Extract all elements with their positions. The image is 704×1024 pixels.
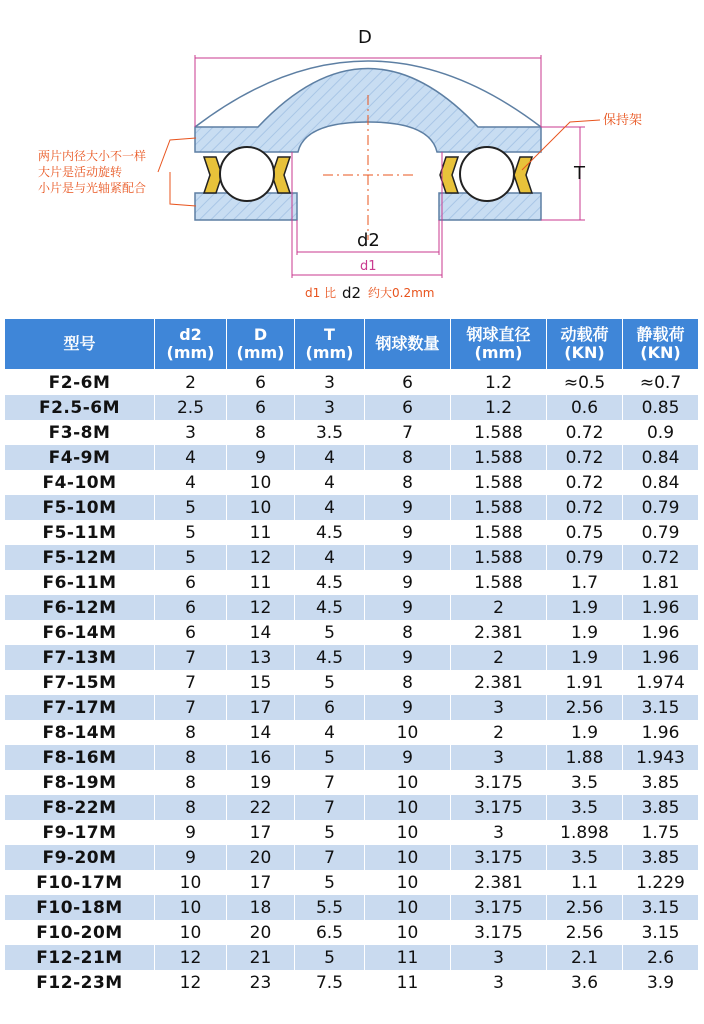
value-cell: 4.5 [295,645,365,670]
value-cell: 4 [295,720,365,745]
value-cell: 7 [295,845,365,870]
value-cell: 2.6 [623,945,699,970]
value-cell: 0.79 [623,520,699,545]
value-cell: 3.175 [451,920,547,945]
column-header [5,319,155,370]
value-cell: 8 [365,670,451,695]
value-cell: 11 [227,570,295,595]
column-header [227,319,295,370]
value-cell: 1.588 [451,495,547,520]
model-cell: F2.5-6M [5,395,155,420]
value-cell: 7.5 [295,970,365,995]
value-cell: 7 [295,770,365,795]
ball-right [460,147,514,201]
value-cell: 3.175 [451,770,547,795]
value-cell: 1.9 [547,720,623,745]
value-cell: 10 [365,845,451,870]
value-cell: 3.85 [623,845,699,870]
value-cell: 0.85 [623,395,699,420]
value-cell: 7 [365,420,451,445]
model-cell: F8-19M [5,770,155,795]
table-row [5,970,699,995]
value-cell: 9 [365,645,451,670]
value-cell: 1.91 [547,670,623,695]
value-cell: 10 [227,470,295,495]
value-cell: 11 [227,520,295,545]
value-cell: 13 [227,645,295,670]
table-row [5,895,699,920]
value-cell: 4 [295,445,365,470]
value-cell: 1.588 [451,520,547,545]
value-cell: 10 [365,820,451,845]
value-cell: 3.5 [547,795,623,820]
value-cell: 4 [155,445,227,470]
value-cell: 2 [155,370,227,396]
value-cell: 14 [227,720,295,745]
value-cell: 23 [227,970,295,995]
value-cell: 0.84 [623,470,699,495]
value-cell: 3 [295,370,365,396]
value-cell: 0.72 [547,420,623,445]
table-row [5,720,699,745]
value-cell: 1.588 [451,545,547,570]
value-cell: ≈0.7 [623,370,699,396]
value-cell: 4 [295,470,365,495]
table-row [5,920,699,945]
value-cell: 5 [295,745,365,770]
value-cell: 20 [227,845,295,870]
value-cell: 1.75 [623,820,699,845]
table-row [5,570,699,595]
model-cell: F8-14M [5,720,155,745]
value-cell: 12 [155,945,227,970]
value-cell: 1.2 [451,395,547,420]
model-cell: F12-21M [5,945,155,970]
value-cell: 20 [227,920,295,945]
value-cell: 3 [451,745,547,770]
value-cell: 10 [365,870,451,895]
value-cell: 10 [365,920,451,945]
value-cell: 2 [451,595,547,620]
column-header-line: 动载荷 [560,325,609,344]
value-cell: 8 [365,470,451,495]
value-cell: 0.72 [547,495,623,520]
value-cell: 3.15 [623,695,699,720]
value-cell: 7 [155,695,227,720]
value-cell: 1.88 [547,745,623,770]
value-cell: 15 [227,670,295,695]
value-cell: 1.898 [547,820,623,845]
washer-note-3: 小片是与光轴紧配合 [38,181,147,195]
value-cell: 1.229 [623,870,699,895]
table-row [5,595,699,620]
value-cell: 14 [227,620,295,645]
value-cell: 6.5 [295,920,365,945]
value-cell: 0.6 [547,395,623,420]
value-cell: 3 [451,695,547,720]
label-d2: d2 [357,230,380,251]
value-cell: 6 [155,620,227,645]
value-cell: 3.5 [295,420,365,445]
value-cell: 2.5 [155,395,227,420]
value-cell: 18 [227,895,295,920]
value-cell: 8 [365,620,451,645]
value-cell: 4 [295,545,365,570]
value-cell: 3.5 [547,845,623,870]
value-cell: 1.588 [451,420,547,445]
value-cell: 6 [295,695,365,720]
model-cell: F2-6M [5,370,155,396]
value-cell: 1.96 [623,720,699,745]
value-cell: 21 [227,945,295,970]
table-row [5,670,699,695]
value-cell: 8 [227,420,295,445]
model-cell: F10-17M [5,870,155,895]
model-cell: F12-23M [5,970,155,995]
value-cell: 10 [365,770,451,795]
value-cell: 3 [155,420,227,445]
column-header-line: 钢球数量 [375,334,440,353]
value-cell: 1.81 [623,570,699,595]
column-header [547,319,623,370]
value-cell: 2 [451,645,547,670]
table-row [5,945,699,970]
value-cell: 3.85 [623,795,699,820]
spec-table [4,318,699,995]
column-header-line: 钢球直径 [466,325,531,344]
value-cell: 4.5 [295,595,365,620]
value-cell: 4.5 [295,520,365,545]
value-cell: 10 [227,495,295,520]
value-cell: 1.588 [451,470,547,495]
column-header [623,319,699,370]
value-cell: 3 [451,820,547,845]
value-cell: 5 [295,620,365,645]
value-cell: 3.175 [451,795,547,820]
label-T: T [574,163,585,184]
column-header [451,319,547,370]
table-row [5,695,699,720]
value-cell: 3 [451,970,547,995]
value-cell: 0.79 [547,545,623,570]
value-cell: 7 [155,670,227,695]
model-cell: F6-12M [5,595,155,620]
cage-label: 保持架 [603,113,643,128]
value-cell: 9 [365,520,451,545]
value-cell: 8 [155,720,227,745]
d1-note-prefix: d1 比 [305,286,337,300]
value-cell: 6 [155,595,227,620]
value-cell: 10 [365,895,451,920]
table-body [5,370,699,996]
value-cell: 6 [365,395,451,420]
value-cell: 10 [365,795,451,820]
model-cell: F7-17M [5,695,155,720]
table-header [5,319,699,370]
value-cell: 1.7 [547,570,623,595]
column-header-line: (mm) [474,343,523,362]
washer-note-1: 两片内径大小不一样 [38,149,147,163]
value-cell: 5 [295,870,365,895]
value-cell: 8 [155,770,227,795]
table-row [5,770,699,795]
table-row [5,745,699,770]
d1-note-suffix: 约大0.2mm [368,286,435,300]
value-cell: 2 [451,720,547,745]
value-cell: 3 [295,395,365,420]
value-cell: 3.15 [623,920,699,945]
column-header [155,319,227,370]
model-cell: F5-12M [5,545,155,570]
value-cell: 2.381 [451,670,547,695]
value-cell: 5 [295,670,365,695]
value-cell: 22 [227,795,295,820]
value-cell: 9 [155,820,227,845]
table-row [5,395,699,420]
column-header-line: (KN) [564,343,605,362]
value-cell: 3.175 [451,845,547,870]
value-cell: 5.5 [295,895,365,920]
column-header-line: (mm) [236,343,285,362]
model-cell: F6-11M [5,570,155,595]
value-cell: 1.96 [623,595,699,620]
value-cell: 0.84 [623,445,699,470]
value-cell: 9 [365,745,451,770]
value-cell: 0.72 [547,470,623,495]
value-cell: 2.1 [547,945,623,970]
value-cell: ≈0.5 [547,370,623,396]
model-cell: F6-14M [5,620,155,645]
value-cell: 9 [365,545,451,570]
model-cell: F10-20M [5,920,155,945]
value-cell: 10 [155,870,227,895]
value-cell: 2.381 [451,620,547,645]
column-header-line: T [324,325,335,344]
table-row [5,495,699,520]
value-cell: 10 [155,920,227,945]
model-cell: F10-18M [5,895,155,920]
label-d1: d1 [360,259,377,274]
value-cell: 1.943 [623,745,699,770]
value-cell: 12 [155,970,227,995]
value-cell: 5 [295,945,365,970]
table-row [5,845,699,870]
value-cell: 4.5 [295,570,365,595]
value-cell: 9 [365,595,451,620]
value-cell: 1.974 [623,670,699,695]
washer-note-bracket [158,138,196,206]
value-cell: 8 [155,795,227,820]
value-cell: 17 [227,820,295,845]
model-cell: F3-8M [5,420,155,445]
value-cell: 3.15 [623,895,699,920]
table-row [5,445,699,470]
value-cell: 3.6 [547,970,623,995]
value-cell: 3.5 [547,770,623,795]
column-header-line: (mm) [305,343,354,362]
value-cell: 17 [227,695,295,720]
value-cell: 10 [365,720,451,745]
value-cell: 1.588 [451,445,547,470]
value-cell: 11 [365,945,451,970]
value-cell: 1.2 [451,370,547,396]
value-cell: 1.9 [547,620,623,645]
value-cell: 12 [227,545,295,570]
value-cell: 5 [155,545,227,570]
model-cell: F8-22M [5,795,155,820]
value-cell: 5 [155,495,227,520]
value-cell: 1.96 [623,620,699,645]
model-cell: F7-13M [5,645,155,670]
value-cell: 1.96 [623,645,699,670]
value-cell: 5 [155,520,227,545]
washer-note-2: 大片是活动旋转 [38,165,123,179]
value-cell: 2.56 [547,895,623,920]
value-cell: 19 [227,770,295,795]
table-row [5,520,699,545]
table-row [5,795,699,820]
column-header-line: D [253,325,268,344]
table-row [5,370,699,396]
value-cell: 10 [155,895,227,920]
value-cell: 11 [365,970,451,995]
model-cell: F8-16M [5,745,155,770]
value-cell: 1.588 [451,570,547,595]
value-cell: 3.9 [623,970,699,995]
table-row [5,645,699,670]
column-header-line: 静载荷 [636,325,685,344]
value-cell: 2.381 [451,870,547,895]
value-cell: 9 [365,695,451,720]
column-header-line: (mm) [166,343,215,362]
value-cell: 8 [155,745,227,770]
column-header [295,319,365,370]
value-cell: 3.85 [623,770,699,795]
value-cell: 7 [155,645,227,670]
value-cell: 1.9 [547,645,623,670]
column-header-line: 型号 [63,334,96,353]
value-cell: 9 [227,445,295,470]
model-cell: F4-9M [5,445,155,470]
model-cell: F9-20M [5,845,155,870]
table-row [5,545,699,570]
value-cell: 5 [295,820,365,845]
bearing-diagram [0,0,704,318]
label-D: D [358,27,372,48]
value-cell: 0.72 [623,545,699,570]
table-row [5,470,699,495]
cage-right [440,157,458,193]
value-cell: 1.1 [547,870,623,895]
ball-left [220,147,274,201]
value-cell: 9 [365,495,451,520]
value-cell: 0.79 [623,495,699,520]
value-cell: 6 [227,370,295,396]
value-cell: 8 [365,445,451,470]
value-cell: 1.9 [547,595,623,620]
value-cell: 9 [365,570,451,595]
table-row [5,820,699,845]
value-cell: 2.56 [547,695,623,720]
value-cell: 0.9 [623,420,699,445]
value-cell: 17 [227,870,295,895]
value-cell: 7 [295,795,365,820]
value-cell: 6 [155,570,227,595]
value-cell: 2.56 [547,920,623,945]
model-cell: F5-10M [5,495,155,520]
value-cell: 16 [227,745,295,770]
table-row [5,620,699,645]
d1-note-d2: d2 [342,284,362,302]
table-row [5,870,699,895]
value-cell: 6 [227,395,295,420]
value-cell: 12 [227,595,295,620]
value-cell: 3 [451,945,547,970]
model-cell: F9-17M [5,820,155,845]
table-row [5,420,699,445]
value-cell: 4 [295,495,365,520]
model-cell: F5-11M [5,520,155,545]
value-cell: 0.72 [547,445,623,470]
column-header-line: (KN) [640,343,681,362]
value-cell: 0.75 [547,520,623,545]
model-cell: F7-15M [5,670,155,695]
model-cell: F4-10M [5,470,155,495]
value-cell: 9 [155,845,227,870]
column-header [365,319,451,370]
column-header-line: d2 [179,325,202,344]
value-cell: 3.175 [451,895,547,920]
value-cell: 4 [155,470,227,495]
value-cell: 6 [365,370,451,396]
